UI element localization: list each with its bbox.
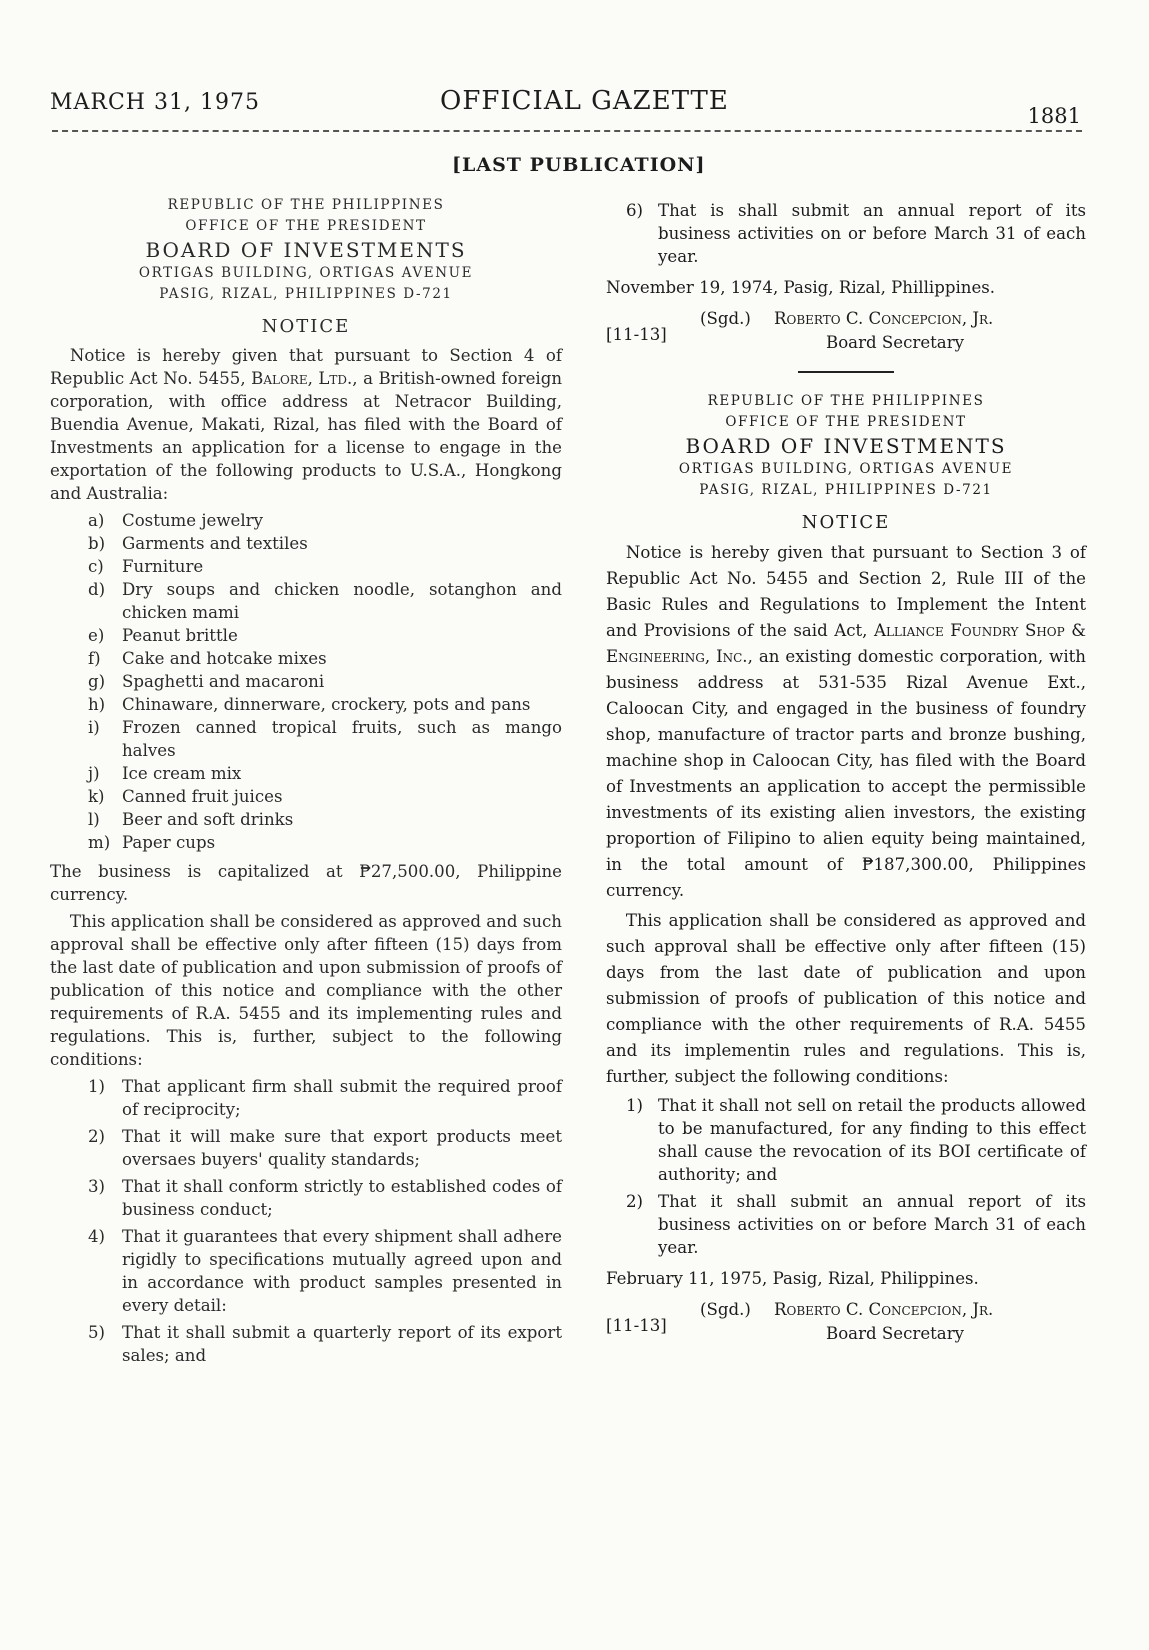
list-text: That it shall conform strictly to established codes of business conduct; bbox=[122, 1177, 562, 1219]
list-item bbox=[50, 831, 562, 854]
list-text: Furniture bbox=[122, 557, 204, 576]
list-item bbox=[50, 555, 562, 578]
list-text: Dry soups and chicken noodle, sotanghon and chicken mami bbox=[122, 580, 562, 622]
right-column bbox=[606, 195, 1086, 1348]
notice-title: NOTICE bbox=[261, 316, 351, 337]
board-heading: BOARD OF INVESTMENTS bbox=[145, 238, 467, 262]
conditions-list bbox=[606, 1094, 1086, 1259]
list-marker: f) bbox=[88, 649, 101, 668]
header-title: OFFICIAL GAZETTE bbox=[440, 86, 729, 116]
list-item bbox=[50, 1225, 562, 1317]
signed-mark: (Sgd.) bbox=[700, 309, 751, 328]
list-marker: 1) bbox=[88, 1077, 106, 1096]
address-heading: PASIG, RIZAL, PHILIPPINES D-721 bbox=[699, 482, 993, 498]
notice-intro bbox=[50, 344, 562, 505]
list-text: Cake and hotcake mixes bbox=[122, 649, 327, 668]
list-item bbox=[50, 1125, 562, 1171]
list-marker: h) bbox=[88, 695, 106, 714]
list-marker: i) bbox=[88, 718, 100, 737]
signature-block bbox=[606, 307, 1086, 357]
list-item bbox=[606, 199, 1086, 268]
list-text: Frozen canned tropical fruits, such as mango halves bbox=[122, 718, 562, 760]
list-item bbox=[50, 785, 562, 808]
product-list bbox=[50, 509, 562, 854]
list-text: Spaghetti and macaroni bbox=[122, 672, 325, 691]
list-text: Chinaware, dinnerware, crockery, pots and pans bbox=[122, 695, 531, 714]
list-marker: 5) bbox=[88, 1323, 106, 1342]
list-marker: c) bbox=[88, 557, 104, 576]
reference-number: [11-13] bbox=[606, 325, 667, 344]
header-date: MARCH 31, 1975 bbox=[50, 90, 260, 115]
list-marker: 1) bbox=[626, 1096, 644, 1115]
left-column bbox=[50, 195, 562, 1373]
page-header bbox=[50, 86, 1089, 126]
list-item bbox=[50, 1175, 562, 1221]
list-text: Canned fruit juices bbox=[122, 787, 283, 806]
signed-mark: (Sgd.) bbox=[700, 1300, 751, 1319]
building-heading: ORTIGAS BUILDING, ORTIGAS AVENUE bbox=[138, 265, 474, 281]
list-item bbox=[50, 808, 562, 831]
republic-heading: REPUBLIC OF THE PHILIPPINES bbox=[167, 197, 445, 213]
company-name: Alliance Foundry Shop & Engineering, Inc. bbox=[606, 621, 1086, 666]
list-item bbox=[50, 578, 562, 624]
date-place-line: November 19, 1974, Pasig, Rizal, Phillippines. bbox=[606, 278, 996, 297]
list-marker: 6) bbox=[626, 201, 644, 220]
list-item bbox=[50, 670, 562, 693]
last-publication-label: [LAST PUBLICATION] bbox=[452, 154, 706, 176]
list-marker: m) bbox=[88, 833, 111, 852]
intro-text: Notice is hereby given that pursuant to Section 3 of Republic Act No. 5455 and Section 2, Rule III of the Basic Rules and Regulations to Implement the Intent and Provisions of the said Act, bbox=[606, 543, 1086, 640]
intro-text: , an existing domestic corporation, with business address at 531-535 Rizal Avenue Ext., Caloocan City, and engaged in the business of foundry shop, manufacture of tractor parts and bronze bushing, machine shop in Caloocan City, has filed with the Board of Investments an application to accept the permissible investments of its existing alien investors, the existing proportion of Filipino to alien equity being maintained, in the total amount of ₱187,300.00, Philippines currency. bbox=[606, 647, 1086, 900]
list-text: Paper cups bbox=[122, 833, 216, 852]
conditions-list bbox=[50, 1075, 562, 1367]
list-item bbox=[50, 762, 562, 785]
list-text: Peanut brittle bbox=[122, 626, 238, 645]
list-item bbox=[50, 624, 562, 647]
list-marker: a) bbox=[88, 511, 105, 530]
list-text: That it will make sure that export products meet oversaes buyers' quality standards; bbox=[122, 1127, 562, 1169]
list-text: That it shall submit a quarterly report of its export sales; and bbox=[122, 1323, 562, 1365]
list-text: Garments and textiles bbox=[122, 534, 308, 553]
list-marker: g) bbox=[88, 672, 106, 691]
intro-text: Notice is hereby given that pursuant to Section 4 of Republic Act No. 5455, bbox=[50, 346, 562, 388]
republic-heading: REPUBLIC OF THE PHILIPPINES bbox=[707, 393, 985, 409]
address-heading: PASIG, RIZAL, PHILIPPINES D-721 bbox=[159, 286, 453, 302]
approval-paragraph: This application shall be considered as approved and such approval shall be effective only after fifteen (15) days from the last date of publication and upon submission of proofs of publication of this notice and compliance with the other requirements of R.A. 5455 and its implementin rules and regulations. This is, further, subject the following conditions: bbox=[606, 911, 1086, 1086]
list-item bbox=[50, 693, 562, 716]
building-heading: ORTIGAS BUILDING, ORTIGAS AVENUE bbox=[678, 461, 1014, 477]
page-number: 1881 bbox=[1027, 104, 1081, 128]
header-rule bbox=[52, 130, 1082, 132]
signature-block bbox=[606, 1298, 1086, 1348]
list-marker: 2) bbox=[88, 1127, 106, 1146]
list-item bbox=[50, 1321, 562, 1367]
board-heading: BOARD OF INVESTMENTS bbox=[685, 434, 1007, 458]
list-text: Beer and soft drinks bbox=[122, 810, 294, 829]
signatory-name: Roberto C. Concepcion, Jr. bbox=[774, 309, 994, 328]
list-item bbox=[606, 1094, 1086, 1186]
list-text: That is shall submit an annual report of its business activities on or before March 31 of each year. bbox=[658, 201, 1086, 266]
reference-number: [11-13] bbox=[606, 1316, 667, 1335]
list-marker: d) bbox=[88, 580, 106, 599]
list-text: That it guarantees that every shipment shall adhere rigidly to specifications mutually agreed upon and in accordance with product samples presented in every detail: bbox=[122, 1227, 562, 1315]
list-item bbox=[50, 509, 562, 532]
company-name: Balore, Ltd. bbox=[251, 369, 353, 388]
list-marker: 2) bbox=[626, 1192, 644, 1211]
list-marker: 4) bbox=[88, 1227, 106, 1246]
notice-title: NOTICE bbox=[801, 512, 891, 533]
office-heading: OFFICE OF THE PRESIDENT bbox=[185, 218, 427, 234]
list-item bbox=[50, 647, 562, 670]
list-marker: j) bbox=[88, 764, 100, 783]
office-heading: OFFICE OF THE PRESIDENT bbox=[725, 414, 967, 430]
signatory-role: Board Secretary bbox=[826, 333, 965, 352]
list-item bbox=[50, 1075, 562, 1121]
capital-paragraph: The business is capitalized at ₱27,500.00, Philippine currency. bbox=[50, 862, 562, 904]
list-marker: k) bbox=[88, 787, 105, 806]
list-marker: e) bbox=[88, 626, 105, 645]
intro-text: , a British-owned foreign corporation, with office address at Netracor Building, Buendia Avenue, Makati, Rizal, has filed with the Board of Investments an application for a license to engage in the exportation of the following products to U.S.A., Hongkong and Australia: bbox=[50, 369, 563, 503]
list-text: That applicant firm shall submit the required proof of reciprocity; bbox=[122, 1077, 562, 1119]
list-text: That it shall submit an annual report of its business activities on or before March 31 of each year. bbox=[658, 1192, 1086, 1257]
continued-conditions-list bbox=[606, 199, 1086, 268]
list-item bbox=[50, 532, 562, 555]
date-place-line: February 11, 1975, Pasig, Rizal, Philippines. bbox=[606, 1269, 979, 1288]
signatory-name: Roberto C. Concepcion, Jr. bbox=[774, 1300, 994, 1319]
list-marker: 3) bbox=[88, 1177, 106, 1196]
notice-divider bbox=[798, 371, 894, 373]
list-text: Costume jewelry bbox=[122, 511, 263, 530]
list-marker: l) bbox=[88, 810, 100, 829]
list-text: Ice cream mix bbox=[122, 764, 242, 783]
notice-intro bbox=[606, 540, 1086, 904]
list-item bbox=[606, 1190, 1086, 1259]
list-text: That it shall not sell on retail the products allowed to be manufactured, for any finding to this effect shall cause the revocation of its BOI certificate of authority; and bbox=[658, 1096, 1086, 1184]
list-marker: b) bbox=[88, 534, 106, 553]
list-item bbox=[50, 716, 562, 762]
signatory-role: Board Secretary bbox=[826, 1324, 965, 1343]
approval-paragraph: This application shall be considered as approved and such approval shall be effective only after fifteen (15) days from the last date of publication and upon submission of proofs of publication of this notice and compliance with the other requirements of R.A. 5455 and its implementing rules and regulations. This is, further, subject to the following conditions: bbox=[50, 912, 562, 1069]
